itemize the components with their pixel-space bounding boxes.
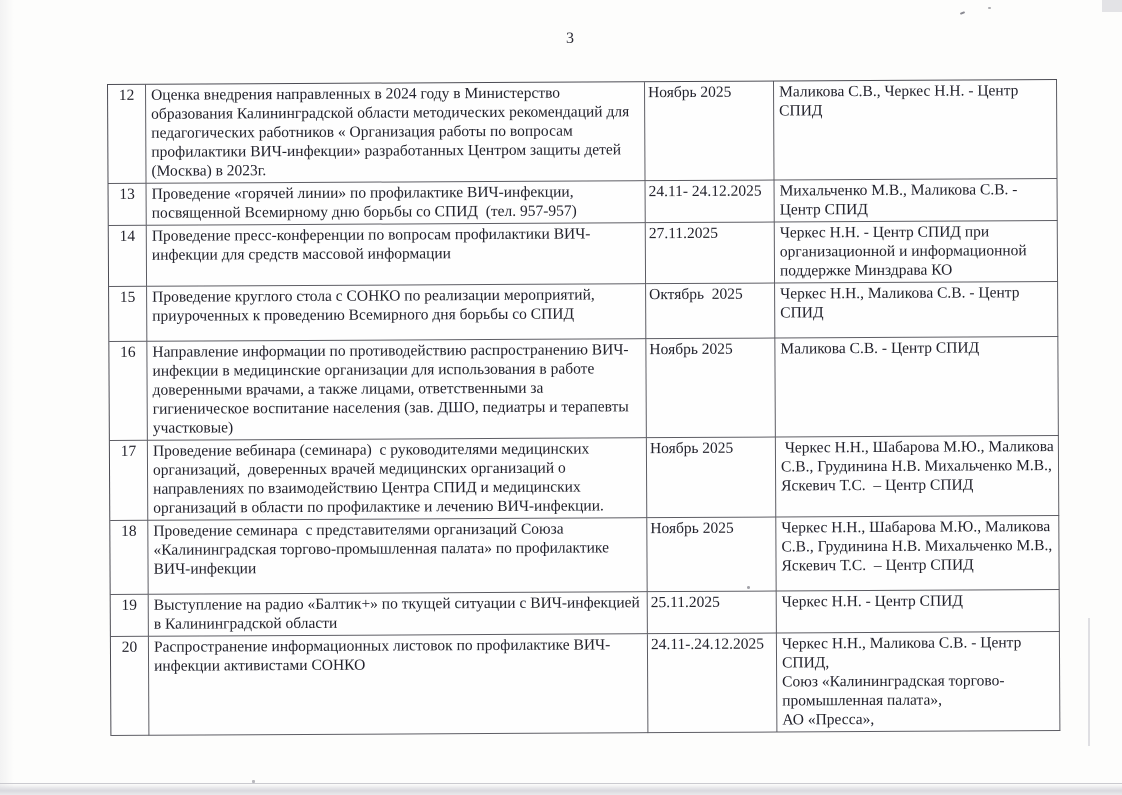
responsible-cell: Михальченко М.В., Маликова С.В. - Центр СПИД <box>775 179 1058 222</box>
row-number-cell: 19 <box>111 595 149 637</box>
row-number-cell: 16 <box>109 342 148 441</box>
table-row <box>109 179 1058 226</box>
activity-cell: Проведение семинара с представителями организаций Союза «Калининградская торгово-промышленная палата» по профилактике ВИЧ-инфекции <box>148 518 647 595</box>
activity-cell: Направление информации по противодействию распространению ВИЧ-инфекции в медицинские организации для использования в работе доверенными врачами, а также лицами, ответственными за гигиеническое воспитание населения (зав. ДШО, педиатры и терапевты участковые) <box>147 339 647 441</box>
date-cell: 27.11.2025 <box>646 223 775 285</box>
responsible-cell: Черкес Н.Н. - Центр СПИД при организационной и информационной поддержке Минздрава КО <box>775 221 1058 283</box>
table-row <box>111 632 1061 736</box>
row-number-cell: 15 <box>109 287 147 342</box>
date-cell: 24.11- 24.12.2025 <box>646 181 775 224</box>
responsible-cell: Маликова С.В., Черкес Н.Н. - Центр СПИД <box>774 80 1058 180</box>
responsible-cell: Черкес Н.Н., Шабарова М.Ю., Маликова С.В., Грудинина Н.В. Михальченко М.В., Яскевич Т.С. – Центр СПИД <box>776 516 1059 591</box>
row-number-cell: 20 <box>111 637 150 736</box>
schedule-table-body <box>108 80 1060 736</box>
responsible-cell: Черкес Н.Н., Шабарова М.Ю., Маликова С.В., Грудинина Н.В. Михальченко М.В., Яскевич Т.С. – Центр СПИД <box>776 436 1059 517</box>
scan-artifact <box>1102 0 1122 12</box>
activity-cell: Проведение пресс-конференции по вопросам профилактики ВИЧ-инфекции для средств массовой информации <box>147 223 646 287</box>
responsible-cell: Черкес Н.Н., Маликова С.В. - Центр СПИД <box>775 282 1058 338</box>
activity-cell: Оценка внедрения направленных в 2024 году в Министерство образования Калининградской области методических рекомендаций для педагогических работников « Организация работы по вопросам профилактики ВИЧ-инфекции» разработанных Центром защиты детей (Москва) в 2023г. <box>146 82 646 184</box>
activity-cell: Проведение круглого стола с СОНКО по реализации мероприятий, приуроченных к проведению Всемирного дня борьбы со СПИД <box>147 284 646 342</box>
table-row <box>109 221 1058 287</box>
responsible-cell: Черкес Н.Н., Маликова С.В. - Центр СПИД, Союз «Калининградская торгово-промышленная палата», АО «Пресса», <box>777 632 1061 732</box>
date-cell: Октябрь 2025 <box>646 284 775 340</box>
date-cell: 24.11-.24.12.2025 <box>648 634 778 734</box>
scan-artifact <box>747 586 750 589</box>
row-number-cell: 13 <box>109 184 147 226</box>
date-cell: Ноябрь 2025 <box>647 438 776 519</box>
page-bottom-shadow <box>0 783 1122 795</box>
responsible-cell: Маликова С.В. - Центр СПИД <box>775 337 1059 437</box>
page-number: 3 <box>566 30 574 47</box>
schedule-table <box>107 79 1060 736</box>
row-number-cell: 12 <box>108 85 147 184</box>
page-edge-shade <box>0 0 14 794</box>
activity-cell: Проведение «горячей линии» по профилактике ВИЧ-инфекции, посвященной Всемирному дню борьбы со СПИД (тел. 957-957) <box>147 181 646 226</box>
activity-cell: Проведение вебинара (семинара) с руководителями медицинских организаций, доверенных врачей медицинских организаций о направлениях по взаимодействию Центра СПИД и медицинских организаций в области по профилактике и лечению ВИЧ-инфекции. <box>148 438 647 521</box>
activity-cell: Распространение информационных листовок по профилактике ВИЧ-инфекции активистами СОНКО <box>149 634 649 736</box>
date-cell: Ноябрь 2025 <box>646 339 776 439</box>
table-row <box>108 80 1058 184</box>
date-cell: 25.11.2025 <box>648 592 777 635</box>
date-cell: Ноябрь 2025 <box>647 518 776 593</box>
table-row <box>110 436 1059 521</box>
table-row <box>109 282 1058 342</box>
row-number-cell: 14 <box>109 226 147 287</box>
row-number-cell: 18 <box>110 521 148 595</box>
row-number-cell: 17 <box>110 441 148 521</box>
scan-artifact <box>960 11 965 15</box>
activity-cell: Выступление на радио «Балтик+» по ткущей ситуации с ВИЧ-инфекцией в Калининградской области <box>149 592 648 637</box>
scan-artifact <box>988 7 991 9</box>
table-row <box>111 590 1060 637</box>
table-row <box>110 516 1059 595</box>
scan-artifact <box>1088 618 1090 746</box>
date-cell: Ноябрь 2025 <box>645 82 775 182</box>
responsible-cell: Черкес Н.Н. - Центр СПИД <box>777 590 1060 633</box>
table-row <box>109 337 1059 441</box>
